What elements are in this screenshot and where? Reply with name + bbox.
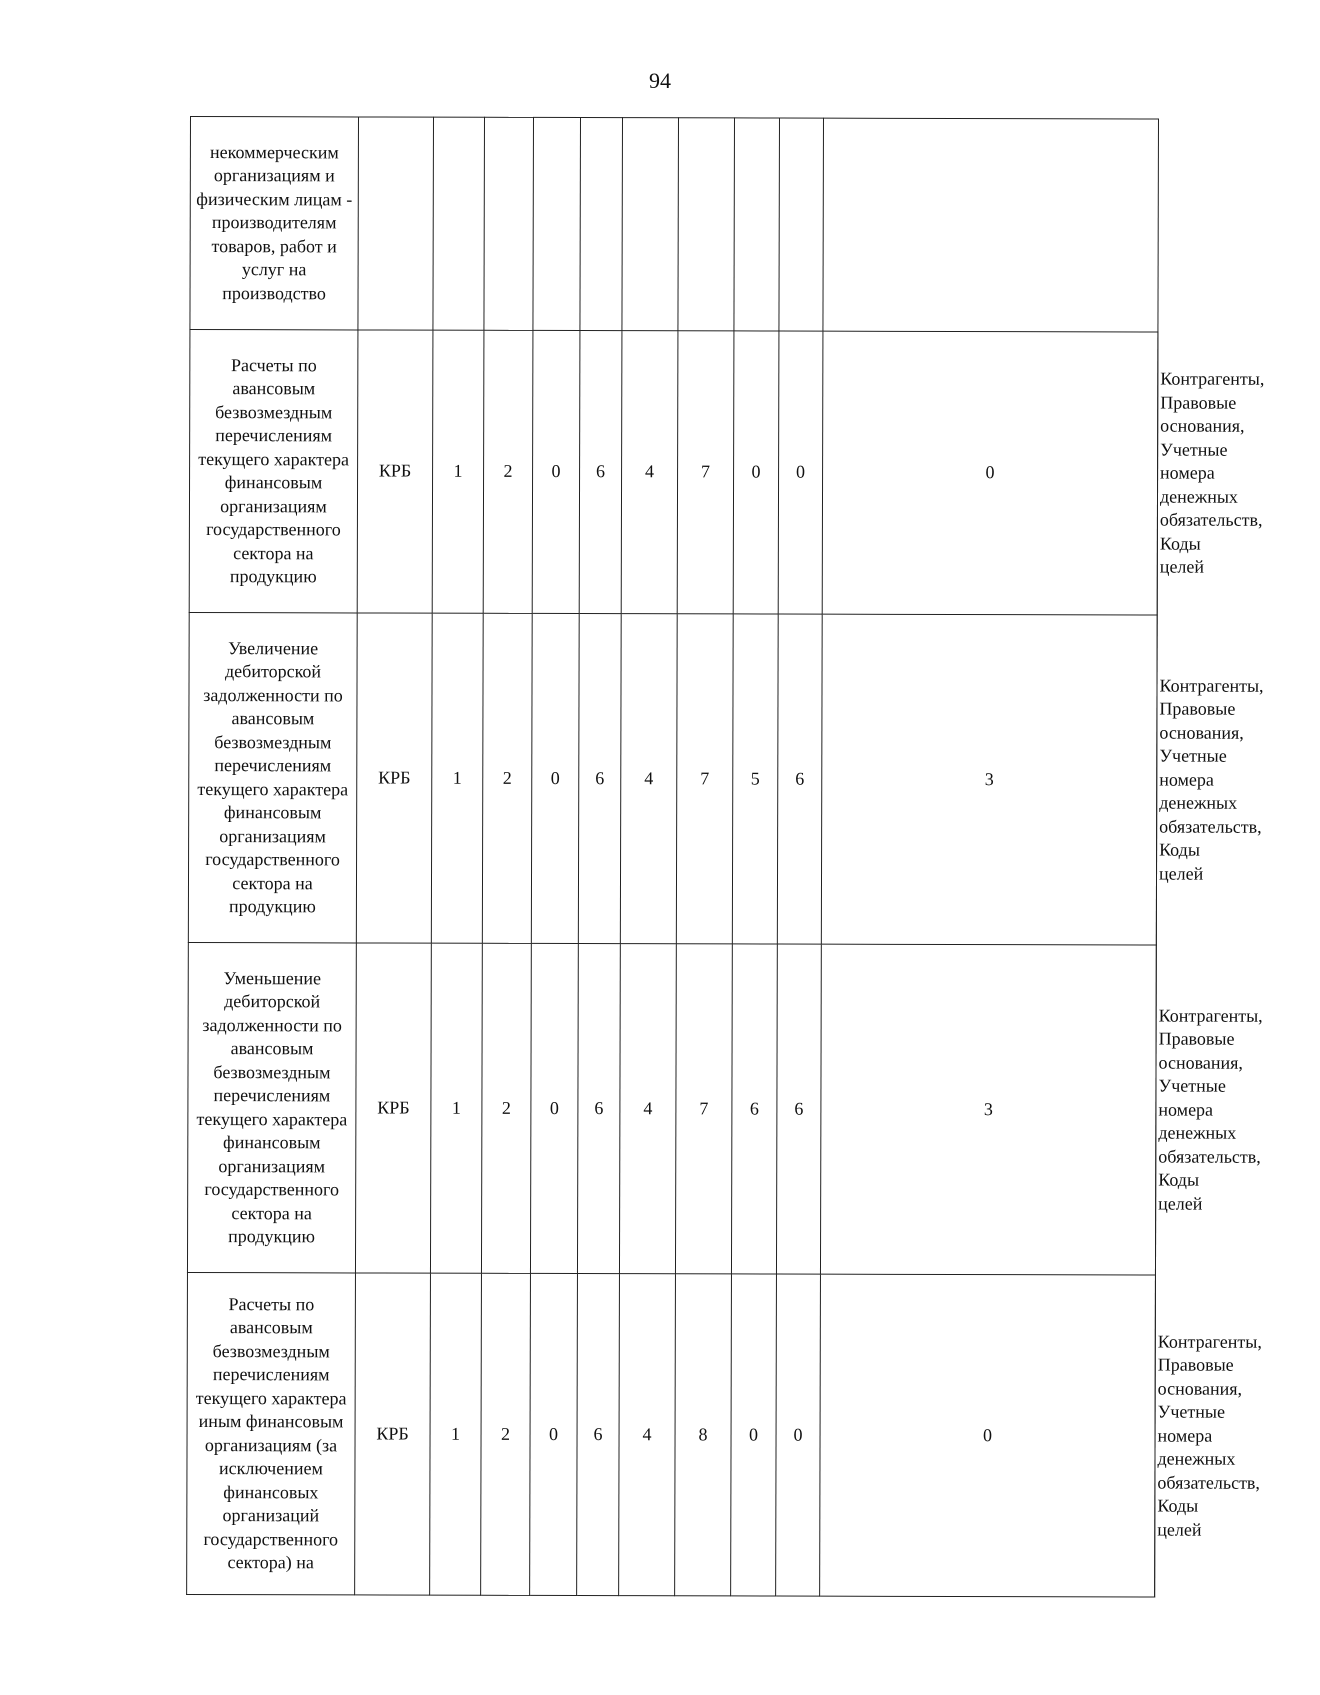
source-code [358,117,434,330]
account-digit: 0 [530,943,578,1273]
account-digit: 4 [619,1274,676,1596]
account-description: Уменьшение дебиторской задолженности по авансовым безвозмездным перечислениям текущего характера финансовым организациям государственного сектора на продукцию [187,942,356,1272]
account-digit: 1 [430,1273,482,1595]
account-digit: 0 [731,1274,777,1596]
account-digit: 6 [578,614,621,944]
account-digit [678,118,735,331]
table-row [188,612,1157,945]
table-row [187,1272,1156,1597]
account-digit [734,118,780,331]
account-digit [484,117,534,330]
account-digit: 1 [431,613,483,943]
account-digit: 4 [621,331,678,614]
account-digit: 8 [675,1274,732,1596]
account-description: Расчеты по авансовым безвозмездным перечислениям текущего характера финансовым организациям государственного сектора на продукцию [189,330,358,613]
account-digit: 5 [732,614,778,944]
account-digit [622,118,679,331]
account-digit: 4 [620,614,677,944]
account-digit: 0 [530,1273,578,1595]
table-row [187,942,1156,1275]
account-digit [580,118,623,331]
analytics-cell [823,118,1159,332]
account-digit: 7 [677,331,734,614]
account-digit: 0 [733,331,779,614]
account-digit: 6 [577,944,620,1274]
analytics-cell: Контрагенты, Правовые основания, Учетные номера денежных обязательств, Коды целей [1159,368,1265,577]
account-digit: 0 [820,1274,1156,1597]
account-digit: 2 [481,1273,531,1595]
source-code: КРБ [355,1273,431,1595]
account-digit: 1 [432,330,484,613]
account-description: некоммерческим организациям и физическим лицам - производителям товаров, работ и услуг на производство [190,117,359,330]
analytics-cell: Контрагенты, Правовые основания, Учетные номера денежных обязательств, Коды целей [1157,1331,1262,1540]
account-digit: 3 [820,944,1156,1275]
source-code: КРБ [356,613,432,943]
account-digit: 2 [482,613,532,943]
account-digit: 0 [532,330,580,613]
account-digit: 6 [577,1274,620,1596]
account-digit: 4 [619,944,676,1274]
account-digit: 2 [481,943,531,1273]
analytics-cell: Контрагенты, Правовые основания, Учетные номера денежных обязательств, Коды целей [1158,675,1264,884]
accounts-table [186,116,1265,1598]
account-digit: 2 [483,330,533,613]
table-row [190,117,1159,333]
account-description: Увеличение дебиторской задолженности по авансовым безвозмездным перечислениям текущего характера финансовым организациям государственного сектора на продукцию [188,612,357,942]
account-digit: 0 [822,331,1158,615]
account-digit: 1 [430,943,482,1273]
account-digit: 7 [675,944,732,1274]
source-code: КРБ [357,330,433,613]
account-digit [779,118,824,331]
account-digit: 0 [778,331,823,614]
account-digit: 7 [676,614,733,944]
account-digit: 0 [776,1274,821,1596]
analytics-cell: Контрагенты, Правовые основания, Учетные номера денежных обязательств, Коды целей [1158,1005,1263,1214]
account-digit [433,117,485,330]
page-number: 94 [649,68,671,93]
account-digit [533,117,581,330]
account-digit: 0 [531,613,579,943]
account-digit: 3 [821,614,1157,945]
table-row [189,330,1158,616]
account-description: Расчеты по авансовым безвозмездным перечислениям текущего характера иным финансовым организациям (за исключением финансовых организаций государственного сектора) на [187,1272,356,1594]
account-digit: 6 [777,614,822,944]
source-code: КРБ [355,943,431,1273]
account-digit: 6 [731,944,777,1274]
account-digit: 6 [579,331,622,614]
account-digit: 6 [776,944,821,1274]
